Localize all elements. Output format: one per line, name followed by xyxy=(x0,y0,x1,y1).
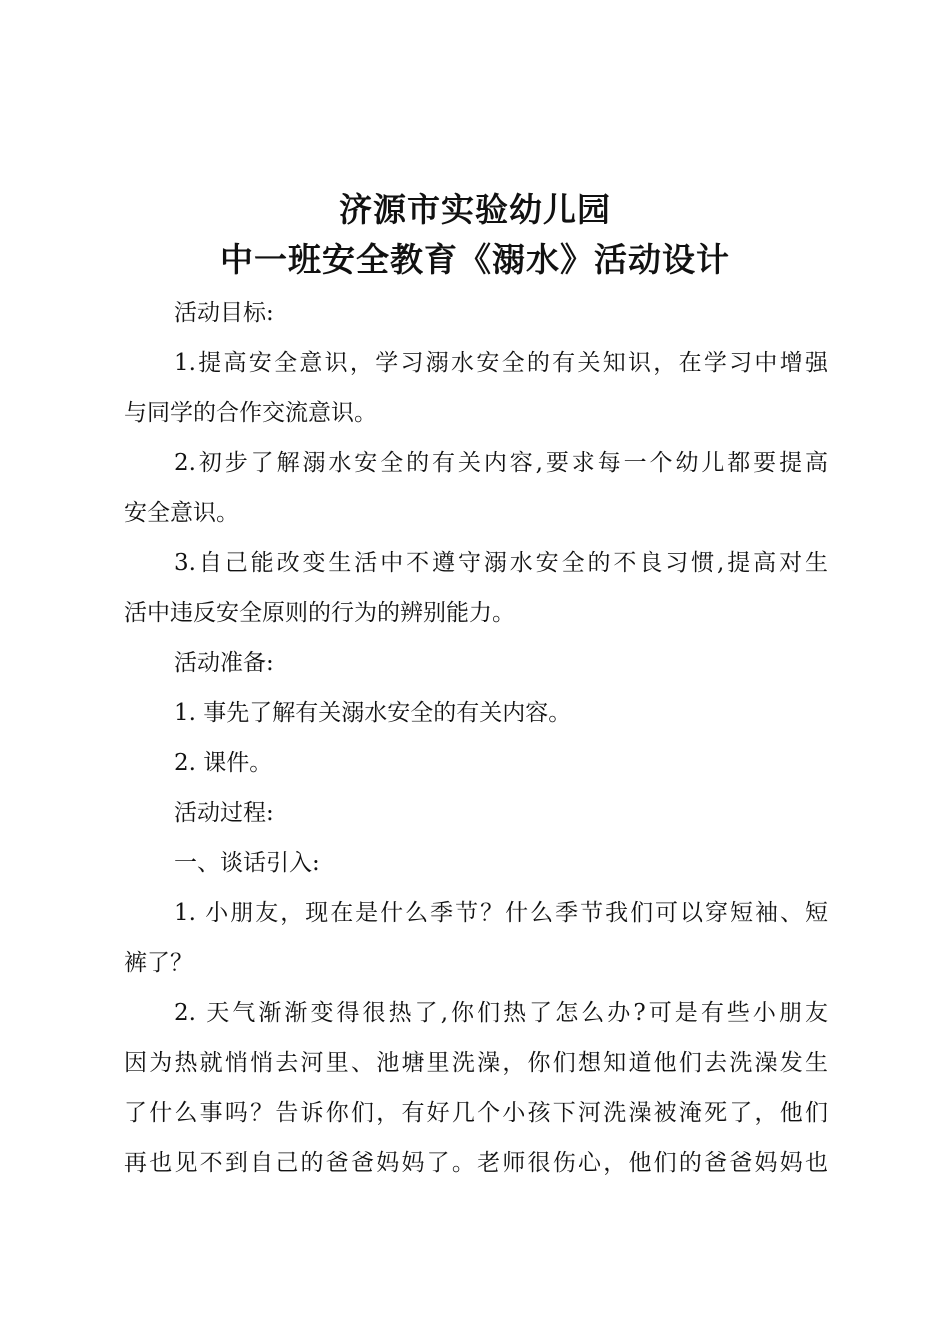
school-title: 济源市实验幼儿园 xyxy=(339,190,611,229)
paragraph-line: 3.自己能改变生活中不遵守溺水安全的不良习惯,提高对生 xyxy=(174,550,828,576)
paragraph-line: 活中违反安全原则的行为的辨别能力。 xyxy=(124,600,515,626)
paragraph-line: 2.初步了解溺水安全的有关内容,要求每一个幼儿都要提高 xyxy=(174,450,828,476)
section-heading-process: 活动过程: xyxy=(174,800,274,826)
paragraph-line: 1. 小朋友，现在是什么季节？什么季节我们可以穿短袖、短 xyxy=(174,900,828,926)
paragraph-line: 裤了？ xyxy=(124,950,193,976)
paragraph-line: 2. 课件。 xyxy=(174,750,273,776)
paragraph-line: 2. 天气渐渐变得很热了,你们热了怎么办?可是有些小朋友 xyxy=(174,1000,828,1026)
paragraph-line: 安全意识。 xyxy=(124,500,239,526)
paragraph-line: 1.提高安全意识，学习溺水安全的有关知识，在学习中增强 xyxy=(174,350,828,376)
section-heading-preparation: 活动准备: xyxy=(174,650,274,676)
paragraph-line: 与同学的合作交流意识。 xyxy=(124,400,377,426)
paragraph-line: 因为热就悄悄去河里、池塘里洗澡，你们想知道他们去洗澡发生 xyxy=(124,1050,828,1076)
activity-title: 中一班安全教育《溺水》活动设计 xyxy=(220,240,730,279)
paragraph-line: 1. 事先了解有关溺水安全的有关内容。 xyxy=(174,700,572,726)
section-heading-goals: 活动目标: xyxy=(174,300,274,326)
paragraph-line: 再也见不到自己的爸爸妈妈了。老师很伤心，他们的爸爸妈妈也 xyxy=(124,1150,828,1176)
subsection-heading: 一、谈话引入: xyxy=(174,850,320,876)
paragraph-line: 了什么事吗？告诉你们，有好几个小孩下河洗澡被淹死了，他们 xyxy=(124,1100,828,1126)
